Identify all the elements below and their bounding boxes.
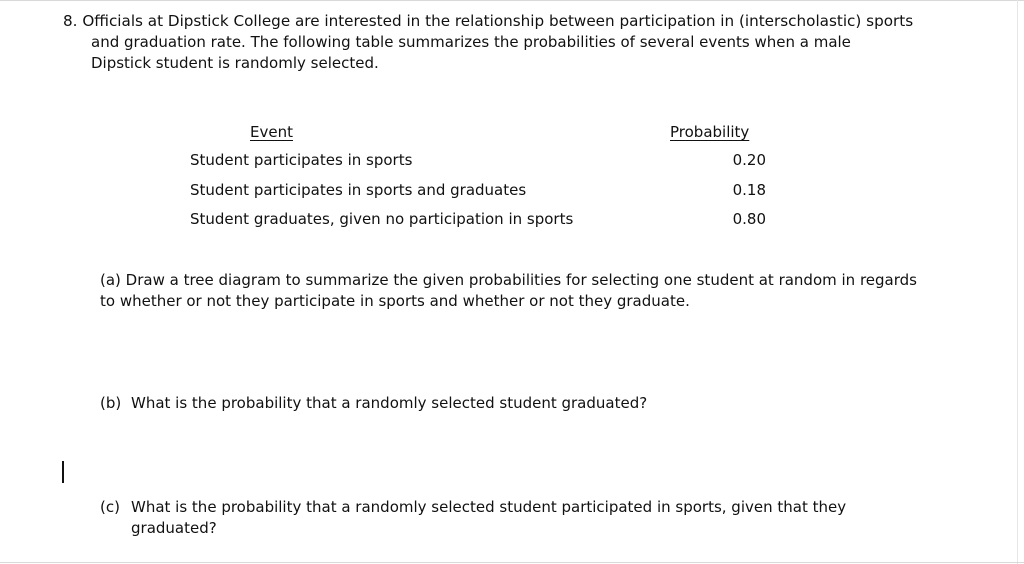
problem-line-1: 8. Officials at Dipstick College are interested in the relationship between participation in (interscholastic) sports	[63, 12, 914, 30]
part-a-line-2: to whether or not they participate in sports and whether or not they graduate.	[100, 292, 690, 310]
part-c-question-line-2: graduated?	[131, 519, 217, 537]
table-cell-event: Student participates in sports	[190, 151, 413, 169]
part-c-label: (c)	[100, 498, 120, 516]
table-cell-event: Student graduates, given no participation in sports	[190, 210, 574, 228]
table-header-event: Event	[250, 123, 293, 141]
problem-line-2: and graduation rate. The following table summarizes the probabilities of several events when a male	[91, 33, 851, 51]
text-cursor[interactable]	[62, 461, 64, 483]
part-a-line-1: (a) Draw a tree diagram to summarize the given probabilities for selecting one student at random in regards	[100, 271, 917, 289]
problem-line-3: Dipstick student is randomly selected.	[91, 54, 379, 72]
page-border-bottom	[0, 562, 1024, 563]
table-cell-event: Student participates in sports and graduates	[190, 181, 527, 199]
table-cell-probability: 0.20	[732, 151, 766, 169]
table-header-probability: Probability	[670, 123, 750, 141]
table-cell-probability: 0.18	[732, 181, 766, 199]
page-border-right	[1017, 0, 1018, 564]
part-b-question: What is the probability that a randomly selected student graduated?	[131, 394, 648, 412]
part-b-label: (b)	[100, 394, 122, 412]
part-c-question-line-1: What is the probability that a randomly selected student participated in sports, given that they	[131, 498, 847, 516]
page-border-top	[0, 0, 1024, 1]
table-cell-probability: 0.80	[732, 210, 766, 228]
